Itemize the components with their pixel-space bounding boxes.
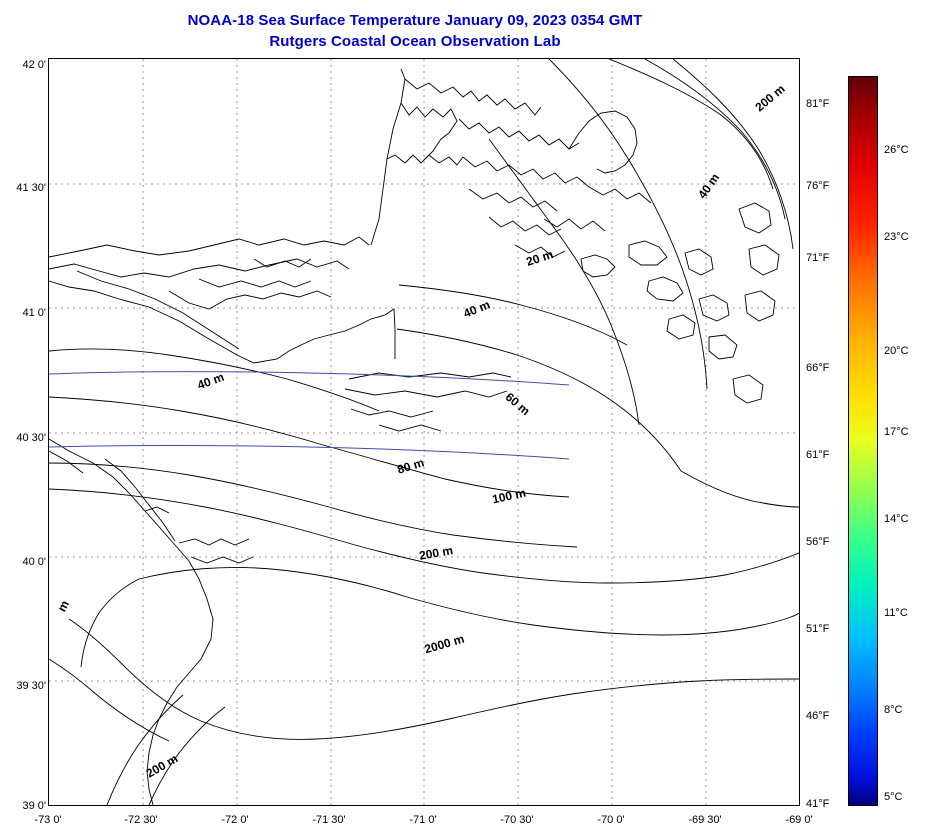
coastline-paths (49, 69, 779, 805)
lat-label-40-0: 40 0' (22, 556, 46, 568)
contour-label-40m-ne: 40 m (695, 170, 723, 202)
lon-label-70-30: -70 30' (500, 814, 534, 826)
contour-label-200m-sw: 200 m (143, 751, 181, 781)
colorbar-label-23: 23°C (884, 231, 909, 243)
satellite-swath-lines (49, 369, 569, 459)
colorbar-label-11: 11°C (884, 607, 908, 619)
lon-label-72-0: -72 0' (221, 814, 249, 826)
f-label-81: 81°F (806, 98, 830, 110)
lat-label-41-0: 41 0' (22, 307, 46, 319)
colorbar-label-20: 20°C (884, 345, 909, 357)
contour-label-40m-west: 40 m (195, 369, 226, 393)
lat-label-40-30: 40 30' (16, 432, 46, 444)
temperature-colorbar (848, 76, 878, 806)
lon-label-69-0: -69 0' (785, 814, 813, 826)
contour-label-m-edge: m (54, 598, 73, 614)
lat-label-39-0: 39 0' (22, 800, 46, 812)
lat-label-41-30: 41 30' (16, 182, 46, 194)
colorbar-gradient (849, 77, 877, 805)
f-label-51: 51°F (806, 623, 830, 635)
lon-label-69-30: -69 30' (688, 814, 722, 826)
lon-label-71-0: -71 0' (409, 814, 437, 826)
colorbar-label-8: 8°C (884, 704, 903, 716)
lon-label-72-30: -72 30' (124, 814, 158, 826)
f-label-56: 56°F (806, 536, 830, 548)
contour-label-40m-central: 40 m (461, 297, 492, 321)
colorbar-label-5: 5°C (884, 791, 903, 803)
contour-label-60m: 60 m (502, 389, 533, 419)
lon-label-71-30: -71 30' (312, 814, 346, 826)
contour-label-80m: 80 m (395, 455, 426, 477)
contour-label-2000m: 2000 m (422, 631, 466, 657)
contour-label-20m: 20 m (524, 247, 555, 269)
contour-label-200m-shelf: 200 m (418, 543, 454, 563)
f-label-66: 66°F (806, 362, 830, 374)
page-title (0, 10, 830, 52)
f-label-61: 61°F (806, 449, 830, 461)
map-canvas[interactable] (48, 58, 800, 806)
colorbar-label-26: 26°C (884, 144, 909, 156)
map-gridlines (49, 59, 799, 805)
f-label-71: 71°F (806, 252, 830, 264)
lon-label-70-0: -70 0' (597, 814, 625, 826)
colorbar-label-14: 14°C (884, 513, 909, 525)
lat-label-39-30: 39 30' (16, 680, 46, 692)
f-label-46: 46°F (806, 710, 830, 722)
contour-label-200m-ne: 200 m (752, 81, 788, 115)
title-line-1: NOAA-18 Sea Surface Temperature January 09, 2023 0354 GMT (187, 12, 643, 29)
contour-label-100m: 100 m (490, 485, 528, 507)
lat-label-42-0: 42 0' (22, 59, 46, 71)
f-label-76: 76°F (806, 180, 830, 192)
f-label-41: 41°F (806, 798, 830, 810)
map-graphics (49, 59, 799, 805)
colorbar-label-17: 17°C (884, 426, 909, 438)
lon-label-73-0: -73 0' (34, 814, 62, 826)
title-line-2: Rutgers Coastal Ocean Observation Lab (269, 33, 561, 50)
